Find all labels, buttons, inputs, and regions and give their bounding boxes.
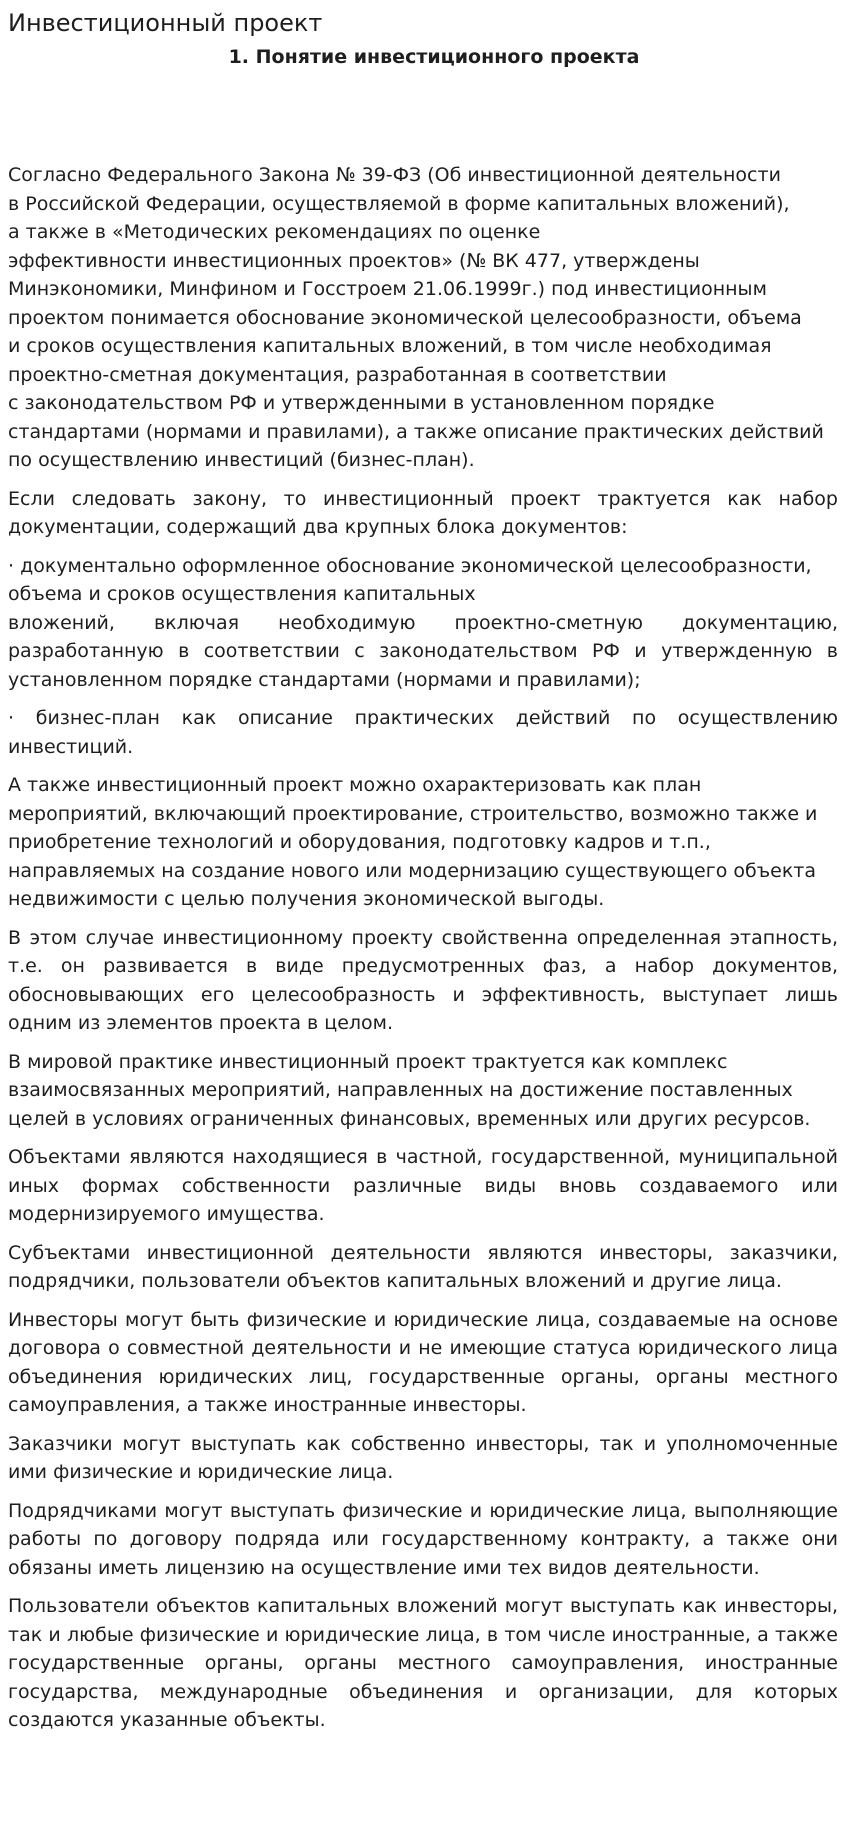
text-line: Согласно Федерального Закона № 39-ФЗ (Об инвестиционной деятельности [8,164,781,186]
text-line: Минэкономики, Минфином и Госстроем 21.06.1999г.) под инвестиционным [8,278,767,300]
paragraph-definition-law [8,161,838,475]
text-line: В мировой практике инвестиционный проект трактуется как комплекс [8,1050,728,1073]
text-line: проектом понимается обоснование экономической целесообразности, объема [8,306,802,329]
document-title: Инвестиционный проект [8,9,323,37]
text-line: недвижимости с целью получения экономической выгоды. [8,888,605,910]
text-line: стандартами (нормами и правилами), а также описание практических действий [8,420,824,443]
text-line: по осуществлению инвестиций (бизнес-план). [8,449,475,471]
paragraph-subjects: Субъектами инвестиционной деятельности являются инвесторы, заказчики, подрядчики, пользователи объектов капитальных вложений и другие лица. [8,1241,838,1292]
text-line: и сроков осуществления капитальных вложений, в том числе необходимая [8,335,772,357]
text-line: приобретение технологий и оборудования, подготовку кадров и т.п., [8,831,711,853]
text-line: мероприятий, включающий проектирование, строительство, возможно также и [8,802,818,825]
text-line: взаимосвязанных мероприятий, направленных на достижение поставленных [8,1079,793,1101]
text-line: вложений, включая необходимую проектно-сметную документацию, разработанную в соответствии с законодательством РФ и утвержденную в установленном порядке стандартами (нормами и правилами); [8,611,838,691]
text-line: целей в условиях ограниченных финансовых, временных или других ресурсов. [8,1107,811,1130]
paragraph-two-blocks: Если следовать закону, то инвестиционный проект трактуется как набор документации, содержащий два крупных блока документов: [8,487,838,538]
text-line: с законодательством РФ и утвержденными в установленном порядке [8,392,715,414]
text-line: объема и сроков осуществления капитальных [8,583,476,605]
paragraph-stages: В этом случае инвестиционному проекту свойственна определенная этапность, т.е. он развивается в виде предусмотренных фаз, а набор документов, обосновывающих его целесообразность и эффективность, выступает лишь одним из элементов проекта в целом. [8,926,838,1034]
text-line: а также в «Методических рекомендациях по оценке [8,221,541,243]
paragraph-customers: Заказчики могут выступать как собственно инвесторы, так и уполномоченные ими физические и юридические лица. [8,1432,838,1483]
text-line: · документально оформленное обоснование экономической целесообразности, [8,554,812,577]
text-line: эффективности инвестиционных проектов» (№ ВК 477, утверждены [8,249,700,272]
text-line: направляемых на создание нового или модернизацию существующего объекта [8,859,817,882]
text-line: проектно-сметная документация, разработанная в соответствии [8,363,667,386]
text-line: А также инвестиционный проект можно охарактеризовать как план [8,774,702,796]
paragraph-plan-of-measures [8,771,838,914]
paragraph-users: Пользователи объектов капитальных вложений могут выступать как инвесторы, так и любые физические и юридические лица, в том числе иностранные, а также государственные органы, органы местного самоуправления, иностранные государства, международные объединения и организации, для которых создаются указанные объекты. [8,1595,838,1731]
document-body [8,161,838,1745]
section-heading: 1. Понятие инвестиционного проекта [228,46,640,68]
list-item-business-plan: · бизнес-план как описание практических действий по осуществлению инвестиций. [8,707,838,758]
list-item-justification [8,552,838,695]
paragraph-world-practice [8,1048,838,1134]
paragraph-contractors: Подрядчиками могут выступать физические и юридические лица, выполняющие работы по договору подряда или государственному контракту, а также они обязаны иметь лицензию на осуществление ими тех видов деятельности. [8,1499,838,1579]
paragraph-investors: Инвесторы могут быть физические и юридические лица, создаваемые на основе договора о совместной деятельности и не имеющие статуса юридического лица объединения юридических лиц, государственные органы, органы местного самоуправления, а также иностранные инвесторы. [8,1308,838,1416]
paragraph-objects: Объектами являются находящиеся в частной, государственной, муниципальной иных формах собственности различные виды вновь создаваемого или модернизируемого имущества. [8,1146,838,1225]
text-line: в Российской Федерации, осуществляемой в форме капитальных вложений), [8,192,790,215]
